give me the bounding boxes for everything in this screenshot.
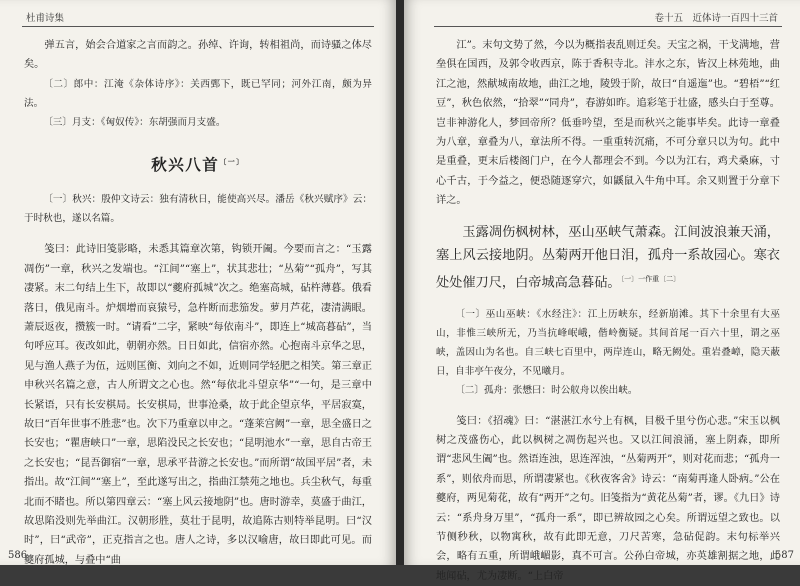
footnote-2: 〔二〕郎中：江淹《杂体诗序》：关西鄄下，既已罕同；河外江南，颇为异法。 bbox=[24, 78, 372, 109]
poem-variant-note: 一作重 bbox=[638, 274, 660, 283]
poem-footnote-1: 〔一〕巫山巫峡：《水经注》：江上历峡东，经新崩滩。其下十余里有大巫山，非惟三峡所无，乃当抗峰岷峨，偕岭衡疑。其间首尾一百六十里，谓之巫峡，盖因山为名也。自三峡七百里中，两岸连山，略无阙处。重岩叠嶂，隐天蔽日，自非亭午夜分，不见曦月。 bbox=[436, 308, 780, 377]
poem-text bbox=[436, 221, 780, 295]
left-page bbox=[0, 0, 396, 565]
right-page-body bbox=[436, 36, 780, 586]
commentary-paragraph-right: 笺曰：《招魂》曰：“湛湛江水兮上有枫，目极千里兮伤心悲。”宋玉以枫树之茂盛伤心，此以枫树之凋伤起兴也。又以江间浪涌，塞上阴森，即所谓“悲风生阖”也。然语连浊，思连浑浊，“丛菊两开”，则对花而悲；“孤舟一系”，则依舟而思，所谓凄紧也。《秋夜客舍》诗云：“南菊再逢人卧病。”公在夔府，两见菊花，故有“两开”之句。旧笺指为“黄花丛菊”者，谬。《九日》诗云：“系舟身万里”，“孤舟一系”，即已辨故园之心矣。所谓远望之致也。以节侧秒秋，以物寓秋，故有此即无意，刀尺苦寒，急砧促韵。末句标举兴会，略有五重，所谓峨嵋影，真不可言。公孙白帝城，亦英雄割据之地，此地闻砧，尤为凄断。“上白帝 bbox=[436, 415, 780, 582]
header-rule-left bbox=[22, 26, 374, 27]
poem-title bbox=[24, 152, 372, 175]
footnote-3: 〔三〕月支：《匈奴传》：东胡强而月支盛。 bbox=[43, 116, 226, 128]
title-footnote: 〔一〕秋兴：殷仲文诗云：独有清秋日，能使高兴尽。潘岳《秋兴赋序》云：于时秋也，遂以名篇。 bbox=[24, 194, 372, 225]
page-number-left: 586 bbox=[8, 550, 28, 561]
continuation-paragraph-right: 江”。末句文势了然，今以为概指表乱则迂矣。天宝之祸，干戈满地，营垒俱在国西，及郭令收西京，陈于香积寺北。沣水之东，皆汉上林苑地，曲江之池，然献城南故地，曲江之地，陵毁于阶，故曰“自遥迤”也。“碧梧”“红豆”，秋色依然，“拾翠”“同舟”，春游如昨。追彩笔于壮盛，感头白于至尊。岂非神游化人，梦回帝所？低垂吟望，至是而秋兴之能事毕矣。此诗一章叠为八章，章叠为八，章法所不得。一重重转沉痛，不可分章只以为句。此中是重叠，更末后楼阁门户，在今人都理会不到。今以为江右，鸡犬桑麻，寸心千古，于今益之，便恐随逐穿穴，如鼷鼠入牛角中耳。余又则置于分章下详之。 bbox=[436, 40, 780, 207]
continuation-paragraph: 弹五言，始会合道家之言而韵之。孙绰、许询，转相祖尚，而诗骚之体尽矣。 bbox=[24, 40, 372, 71]
running-head-left: 杜甫诗集 bbox=[26, 13, 65, 24]
commentary-paragraph: 笺曰：此诗旧笺影略，未悉其篇章次第，钩锁开阖。今要而言之：“玉露凋伤”一章，秋兴之发端也。“江间”“塞上”，状其悲壮；“丛菊”“孤舟”，写其凄紧。末二句结上生下，故即以“夔府孤城”次之。绝塞高城，砧杵薄暮。俄看落日，俄见南斗。炉烟增而哀猿号，急杵断而悲笳发。萝月芦花，凄清满眼。萧辰返夜，攒簇一时。“请看”二字，紧映“每依南斗”，即连上“城高暮砧”，当句呼应耳。夜改如此，朝朝亦然。日日如此，信宿亦然。心抱南斗京华之思，见与渔人燕子为伍，远则匡衡、刘向之不如，近则同学轻肥之相笑。第三章正申秋兴名篇之意，古人所谓文之心也。然“每依北斗望京华”“一句，是三章中长紧语，只有长安棋局。长安棋局，世事沧桑，故于此企望京华，平居寂寞，故曰“百年世事不胜悲”也。次下乃重章以申之。“蓬莱宫阙”一章，思全盛日之长安也；“瞿唐峡口”一章，思陷没民之长安也；“昆明池水”一章，思自古帝王之长安也；“昆吾御宿”一章，思承平昔游之长安也。”而所谓“故国平居”者，未指出。故“江间”“塞上”，至此遂写出之，指曲江禁苑之地也。兵尘秋气，每重北而不睹也。所以第四章云：“塞上风云接地阴”也。唐时游幸，莫盛于曲江，故思陷没则先举曲江。汉朝形胜，莫壮于昆明，故追陈古则特举昆明。曰“汉时”，曰“武帝”，正克指言之也。唐人之诗，多以汉喻唐，故曰即此可见。而夔府孤城，与叠中“曲 bbox=[24, 244, 372, 566]
title-note-mark: 〔一〕 bbox=[219, 156, 245, 166]
poem-note-mark-1: 〔一〕 bbox=[620, 274, 639, 283]
right-page bbox=[404, 0, 800, 582]
poem-footnote-2: 〔二〕孤舟：张懋曰：时公舣舟以俟出峡。 bbox=[455, 384, 638, 396]
left-page-body bbox=[24, 36, 372, 570]
poem-title-text: 秋兴八首 bbox=[151, 154, 220, 174]
poem-note-mark-2: 〔二〕 bbox=[659, 274, 681, 283]
poem-body: 玉露凋伤枫树林，巫山巫峡气萧森。江间波浪兼天涌，塞上风云接地阴。丛菊两开他日泪，孤舟一系故园心。寒衣处处催刀尺，白帝城高急暮砧。 bbox=[436, 224, 780, 291]
header-rule-right bbox=[434, 26, 782, 27]
page-number-right: 587 bbox=[774, 550, 794, 561]
running-head-right: 卷十五 近体诗一百四十三首 bbox=[654, 13, 778, 24]
book-gutter bbox=[396, 0, 404, 565]
